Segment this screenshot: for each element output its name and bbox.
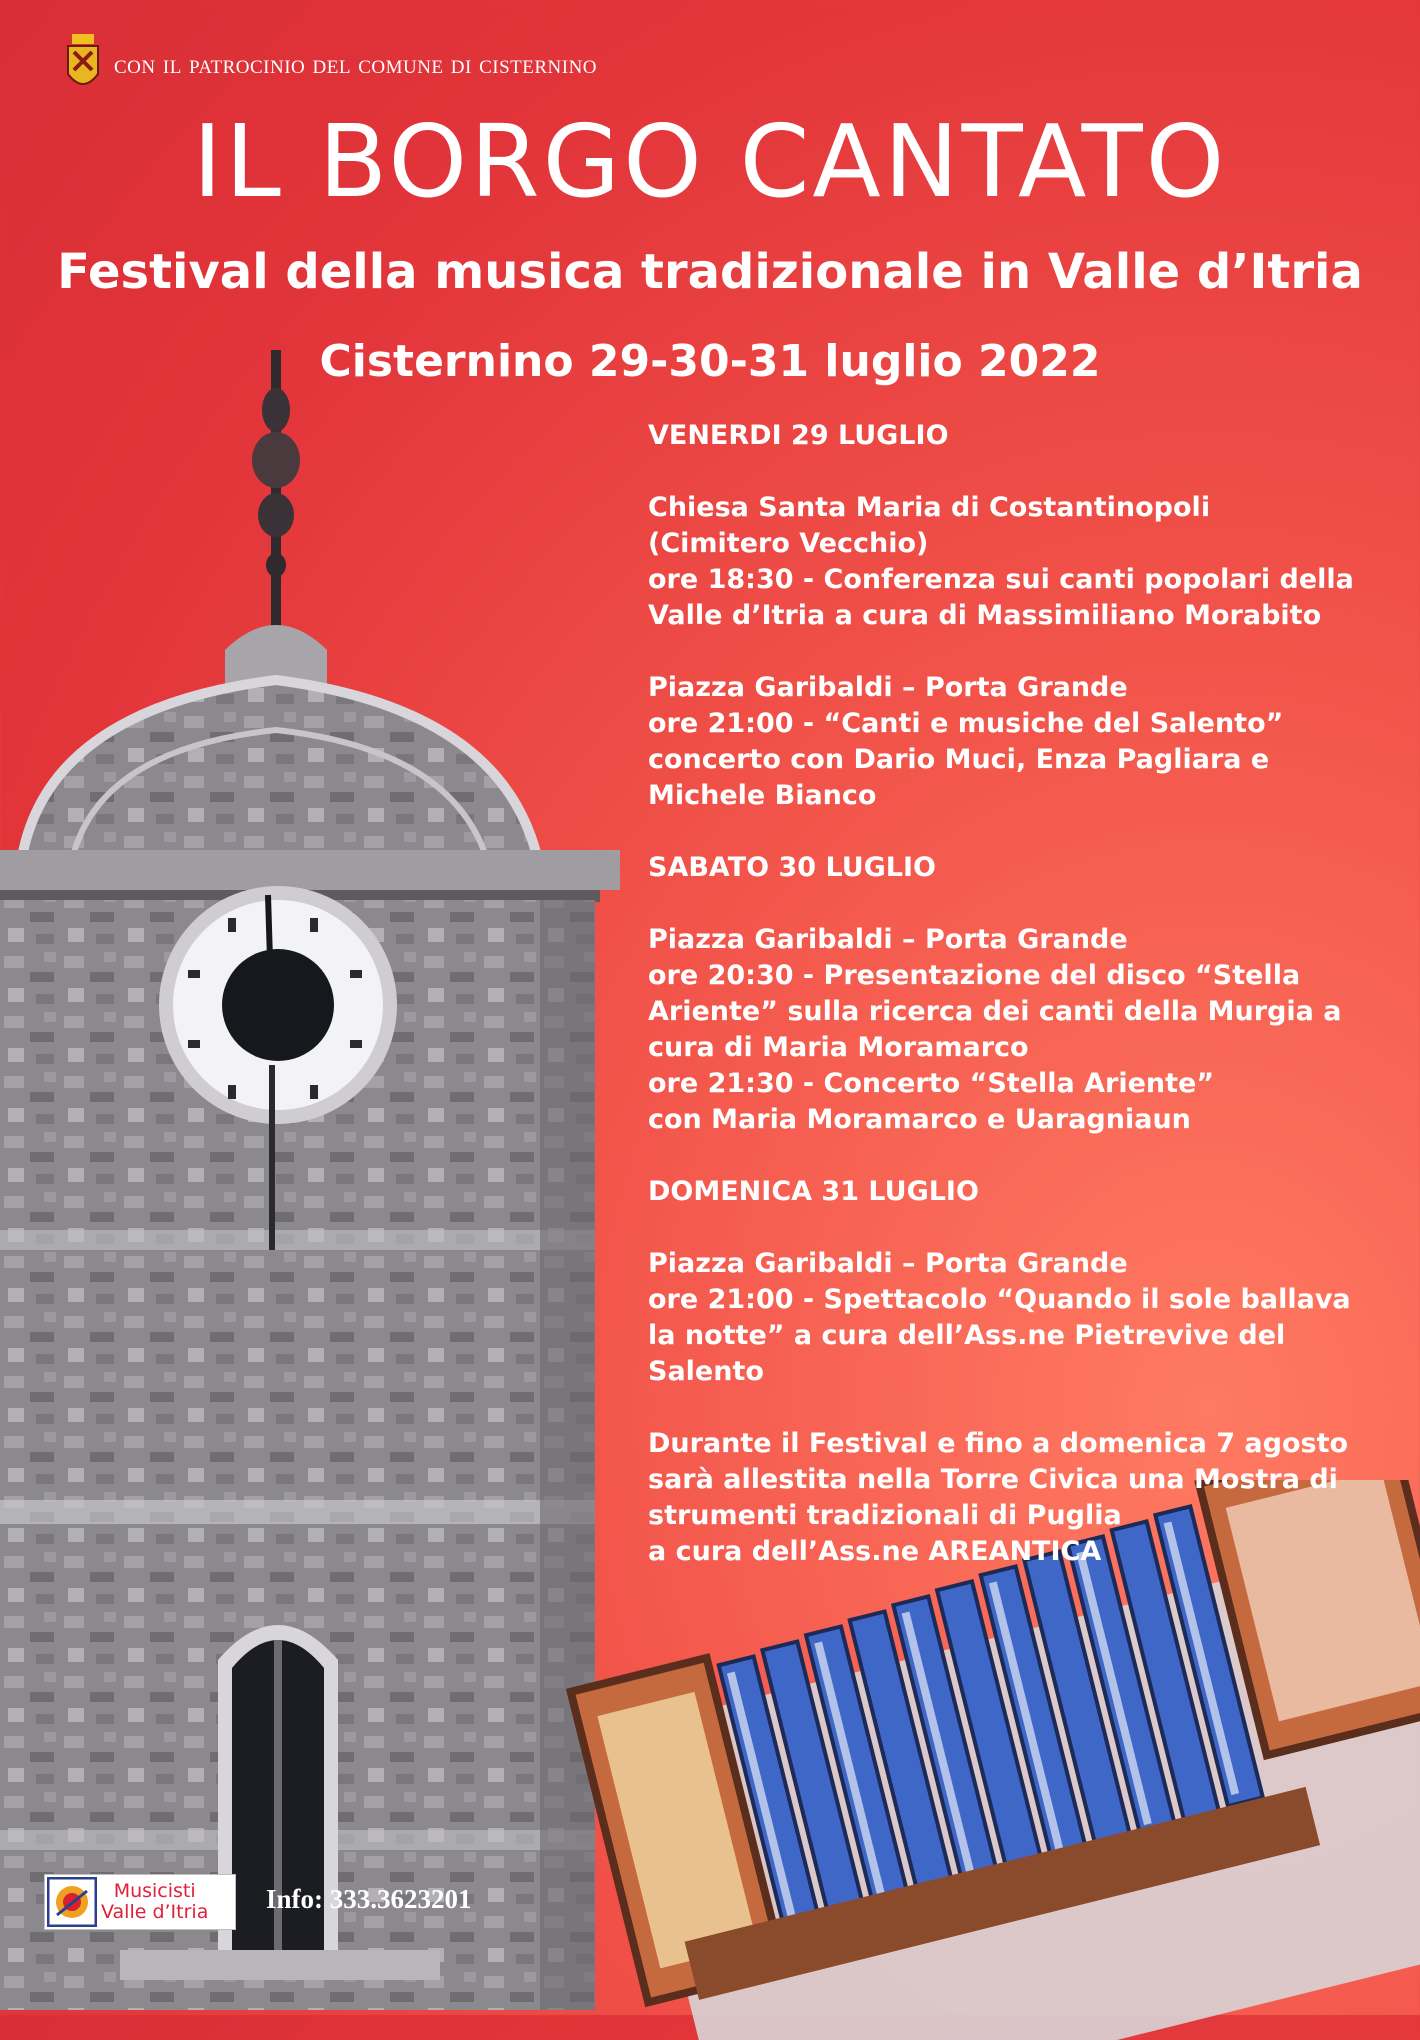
musician-logo-icon (47, 1877, 97, 1927)
event-line: ore 20:30 - Presentazione del disco “Stella (648, 960, 1301, 991)
program-schedule (648, 418, 1368, 1606)
event-saturday-1 (648, 922, 1368, 1138)
poster-title: IL BORGO CANTATO (192, 103, 1228, 220)
event-line: Salento (648, 1356, 764, 1387)
event-line: strumenti tradizionali di Puglia (648, 1500, 1122, 1531)
pediment (20, 680, 540, 870)
event-line: ore 21:00 - Spettacolo “Quando il sole ballava (648, 1284, 1351, 1315)
comune-coat-of-arms-icon (66, 34, 100, 94)
exhibition-note (648, 1426, 1368, 1570)
event-line: Piazza Garibaldi – Porta Grande (648, 1248, 1128, 1279)
event-line: (Cimitero Vecchio) (648, 528, 929, 559)
event-line: Valle d’Itria a cura di Massimiliano Morabito (648, 600, 1322, 631)
info-phone: Info: 333.3623201 (266, 1884, 472, 1914)
event-friday-1 (648, 490, 1368, 634)
event-line: Chiesa Santa Maria di Costantinopoli (648, 492, 1211, 523)
day-heading-friday: VENERDI 29 LUGLIO (648, 420, 949, 451)
event-line: sarà allestita nella Torre Civica una Mostra di (648, 1464, 1338, 1495)
event-line: ore 21:00 - “Canti e musiche del Salento” (648, 708, 1284, 739)
event-line: ore 18:30 - Conferenza sui canti popolari della (648, 564, 1354, 595)
event-line: ore 21:30 - Concerto “Stella Ariente” (648, 1068, 1215, 1099)
event-line: cura di Maria Moramarco (648, 1032, 1029, 1063)
event-line: Piazza Garibaldi – Porta Grande (648, 672, 1128, 703)
spire (252, 350, 300, 630)
patronage-text: con il patrocinio del comune di cisternino (114, 48, 598, 79)
clock-tower-illustration (0, 350, 620, 2010)
event-line: Piazza Garibaldi – Porta Grande (648, 924, 1128, 955)
event-friday-2 (648, 670, 1368, 814)
patronage-line (66, 34, 597, 94)
festival-dates: Cisternino 29-30-31 luglio 2022 (319, 336, 1101, 387)
event-line: con Maria Moramarco e Uaragniaun (648, 1104, 1191, 1135)
day-heading-saturday: SABATO 30 LUGLIO (648, 852, 936, 883)
logo-line-2: Valle d’Itria (101, 1901, 209, 1923)
event-line: Durante il Festival e fino a domenica 7 agosto (648, 1428, 1349, 1459)
logo-text (101, 1881, 208, 1923)
cornice (0, 850, 620, 890)
event-line: Michele Bianco (648, 780, 877, 811)
musicisti-valle-ditria-logo (44, 1874, 236, 1930)
day-heading-sunday: DOMENICA 31 LUGLIO (648, 1176, 979, 1207)
event-line: la notte” a cura dell’Ass.ne Pietrevive del (648, 1320, 1286, 1351)
logo-line-1: Musicisti (113, 1880, 196, 1902)
event-line: a cura dell’Ass.ne AREANTICA (648, 1536, 1102, 1567)
event-line: Ariente” sulla ricerca dei canti della Murgia a (648, 996, 1342, 1027)
event-sunday-1 (648, 1246, 1368, 1390)
event-line: concerto con Dario Muci, Enza Pagliara e (648, 744, 1270, 775)
poster-subtitle: Festival della musica tradizionale in Valle d’Itria (57, 244, 1363, 300)
